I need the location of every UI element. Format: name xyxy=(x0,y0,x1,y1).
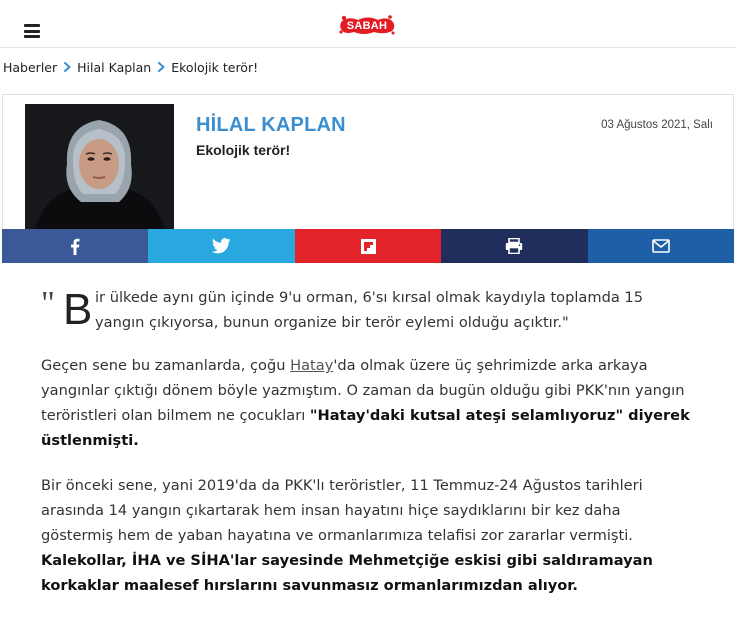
breadcrumb-author-link[interactable]: Hilal Kaplan xyxy=(77,59,152,75)
chevron-right-icon xyxy=(158,62,165,72)
author-name-link[interactable]: HİLAL KAPLAN xyxy=(196,114,346,136)
quote-mark: " xyxy=(41,285,55,322)
author-photo[interactable] xyxy=(25,104,174,229)
hamburger-line xyxy=(24,30,40,33)
article-date: 03 Ağustos 2021, Salı xyxy=(601,119,713,131)
logo-text: SABAH xyxy=(346,20,388,32)
paragraph-text: Geçen sene bu zamanlarda, çoğu xyxy=(41,357,291,374)
breadcrumb-current-article[interactable]: Ekolojik terör! xyxy=(171,59,259,75)
article-paragraph xyxy=(41,353,691,453)
article-body xyxy=(41,285,691,618)
drop-cap: B xyxy=(63,285,93,334)
twitter-share-button[interactable] xyxy=(148,229,294,263)
print-button[interactable] xyxy=(441,229,587,263)
article-title: Ekolojik terör! xyxy=(196,142,291,158)
hamburger-line xyxy=(24,24,40,27)
hamburger-menu-icon[interactable] xyxy=(24,24,40,38)
facebook-share-button[interactable] xyxy=(2,229,148,263)
sabah-logo[interactable] xyxy=(338,13,396,37)
twitter-icon xyxy=(212,238,231,254)
paragraph-bold-text: Kalekollar, İHA ve SİHA'lar sayesinde Mehmetçiğe eskisi gibi saldıramayan korkaklar maalesef hırslarını savunmasız ormanlarımızdan alıyor. xyxy=(41,552,653,594)
paragraph-text: Bir önceki sene, yani 2019'da da PKK'lı teröristler, 11 Temmuz-24 Ağustos tarihleri arasında 14 yangın çıkartarak hem insan hayatını hiçe saydıklarını bir kez daha göstermiş hem de yaban hayatına ve ormanlarımıza telafisi zor zararlar vermişti. xyxy=(41,477,643,544)
author-card xyxy=(2,94,734,234)
share-bar xyxy=(2,229,734,263)
top-bar xyxy=(0,0,737,48)
lead-text: ir ülkede aynı gün içinde 9'u orman, 6'sı kırsal olmak kaydıyla toplamda 15 yangın çıkıyorsa, bunun organize bir terör eylemi olduğu açıktır." xyxy=(95,289,643,331)
paragraph-bold-text: "Hatay'daki kutsal ateşi selamlıyoruz" diyerek üstlenmişti. xyxy=(41,407,690,449)
breadcrumb-home-link[interactable]: Haberler xyxy=(3,59,58,75)
flipboard-icon xyxy=(361,239,376,254)
article-paragraph xyxy=(41,473,691,598)
email-share-button[interactable] xyxy=(588,229,734,263)
hamburger-line xyxy=(24,35,40,38)
hatay-link[interactable]: Hatay xyxy=(290,357,334,374)
paragraph-text: 'da olmak üzere üç şehrimizde arka arkaya yangınlar çıktığı dönem böyle yazmıştım. O zaman da bugün olduğu gibi PKK'nın yangın teröristleri olan bilmem ne çocukları xyxy=(41,357,685,424)
email-icon xyxy=(652,239,670,253)
breadcrumb xyxy=(3,57,258,77)
chevron-right-icon xyxy=(64,62,71,72)
print-icon xyxy=(505,238,523,254)
flipboard-share-button[interactable] xyxy=(295,229,441,263)
lead-quote xyxy=(41,285,691,335)
facebook-icon xyxy=(70,238,80,255)
